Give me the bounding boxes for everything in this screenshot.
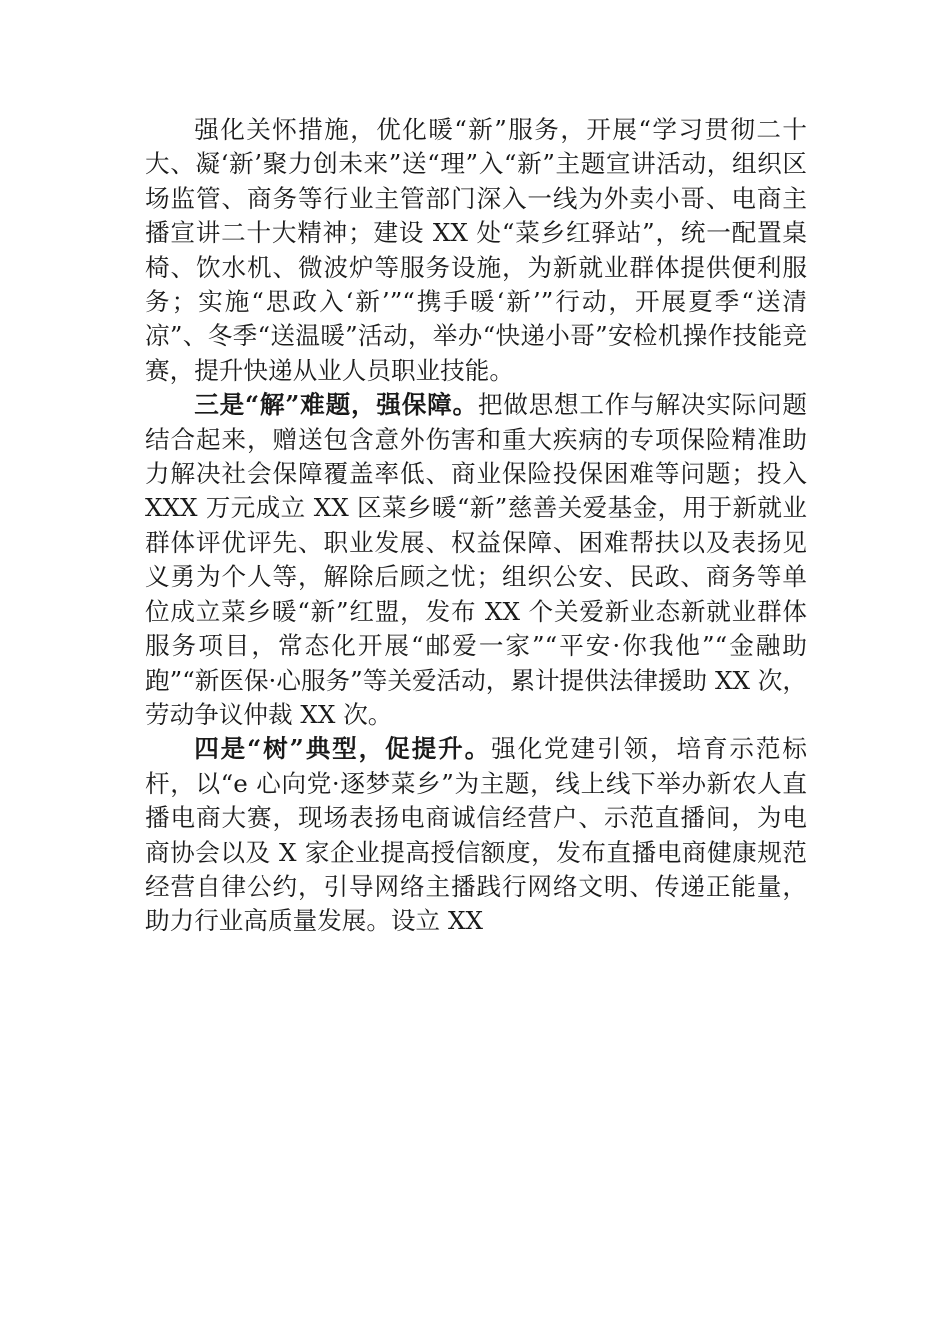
paragraph-care-measures <box>145 113 807 388</box>
paragraph-text: 强化党建引领，培育示范标杆，以“e 心向党·逐梦菜乡”为主题，线上线下举办新农人直播电商大赛，现场表扬电商诚信经营户、示范直播间，为电商协会以及 X 家企业提高授信额度，发布直播电商健康规范经营自律公约，引导网络主播践行网络文明、传递正能量，助力行业高质量发展。设立 XX <box>145 734 807 936</box>
paragraph-text: 强化关怀措施，优化暖“新”服务，开展“学习贯彻二十大、凝‘新’聚力创未来”送“理”入“新”主题宣讲活动，组织区场监管、商务等行业主管部门深入一线为外卖小哥、电商主播宣讲二十大精神；建设 XX 处“菜乡红驿站”，统一配置桌椅、饮水机、微波炉等服务设施，为新就业群体提供便利服务；实施“思政入‘新’”“携手暖‘新’”行动，开展夏季“送清凉”、冬季“送温暖”活动，举办“快递小哥”安检机操作技能竞赛，提升快递从业人员职业技能。 <box>145 115 807 385</box>
paragraph-set-examples <box>145 732 807 938</box>
paragraph-lead: 四是“树”典型，促提升。 <box>194 734 492 764</box>
paragraph-solve-problems <box>145 388 807 732</box>
paragraph-lead: 三是“解”难题，强保障。 <box>194 390 478 420</box>
paragraph-text: 把做思想工作与解决实际问题结合起来，赠送包含意外伤害和重大疾病的专项保险精准助力解决社会保障覆盖率低、商业保险投保困难等问题；投入 XXX 万元成立 XX 区菜乡暖“新”慈善关爱基金，用于新就业群体评优评先、职业发展、权益保障、困难帮扶以及表扬见义勇为个人等，解除后顾之忧；组织公安、民政、商务等单位成立菜乡暖“新”红盟，发布 XX 个关爱新业态新就业群体服务项目，常态化开展“邮爱一家”“平安·你我他”“金融助跑”“新医保·心服务”等关爱活动，累计提供法律援助 XX 次，劳动争议仲裁 XX 次。 <box>145 390 807 729</box>
document-body <box>145 113 807 939</box>
